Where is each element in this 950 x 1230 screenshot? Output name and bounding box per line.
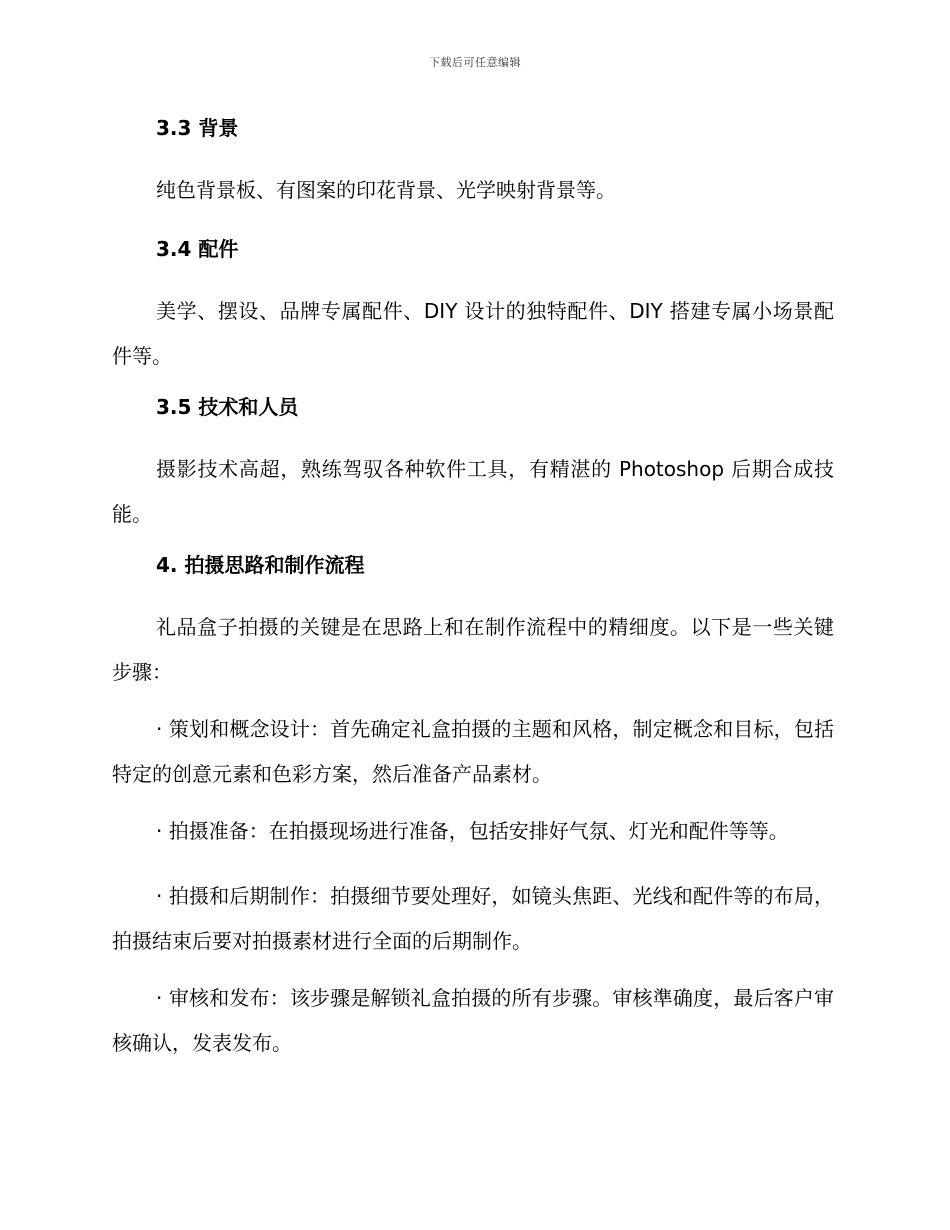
list-item: · 审核和发布：该步骤是解锁礼盒拍摄的所有步骤。审核準确度，最后客户审核确认，发表发布。 <box>112 986 834 1055</box>
section-paragraph: 纯色背景板、有图案的印花背景、光学映射背景等。 <box>156 178 616 202</box>
section-heading: 3.5 技术和人员 <box>156 395 299 419</box>
section-heading: 3.4 配件 <box>156 237 239 261</box>
section-paragraph: 美学、摆设、品牌专属配件、DIY 设计的独特配件、DIY 搭建专属小场景配件等。 <box>112 299 834 368</box>
section-paragraph: 摄影技术高超，熟练驾驭各种软件工具，有精湛的 Photoshop 后期合成技能。 <box>112 457 834 526</box>
page-header-note: 下载后可任意编辑 <box>429 56 521 69</box>
list-item: · 拍摄和后期制作：拍摄细节要处理好，如镜头焦距、光线和配件等的布局，拍摄结束后要对拍摄素材进行全面的后期制作。 <box>112 884 834 953</box>
section-heading: 4. 拍摄思路和制作流程 <box>156 553 365 577</box>
list-item: · 拍摄准备：在拍摄现场进行准备，包括安排好气氛、灯光和配件等等。 <box>156 819 789 843</box>
section-paragraph: 礼品盒子拍摄的关键是在思路上和在制作流程中的精细度。以下是一些关键步骤： <box>112 615 834 684</box>
section-heading: 3.3 背景 <box>156 116 239 140</box>
list-item: · 策划和概念设计：首先确定礼盒拍摄的主题和风格，制定概念和目标，包括特定的创意元素和色彩方案，然后准备产品素材。 <box>112 717 834 786</box>
document-body <box>112 112 834 1078</box>
